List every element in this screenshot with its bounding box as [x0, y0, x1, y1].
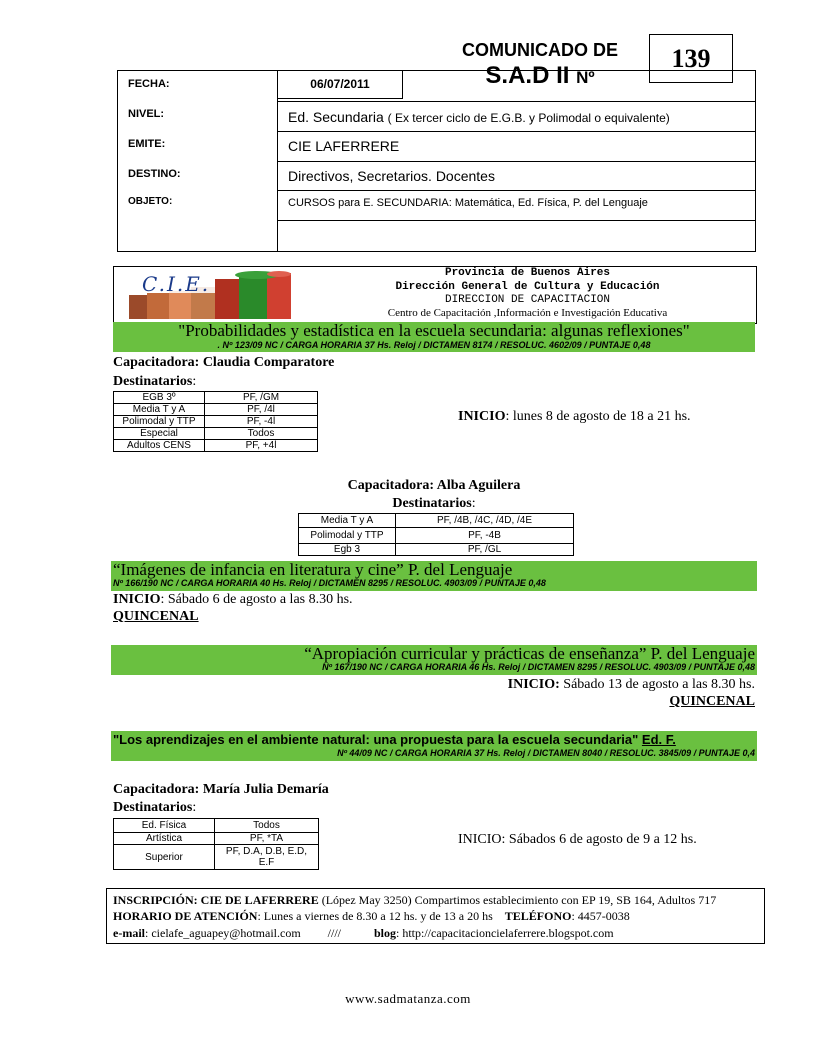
cell: PF, D.A, D.B, E.D, E.F [215, 845, 319, 870]
course3-title: “Apropiación curricular y prácticas de enseñanza” P. del Lenguaje [304, 644, 755, 663]
nivel-value [278, 101, 755, 132]
email-text[interactable]: : cielafe_aguapey@hotmail.com [145, 926, 301, 940]
cell: Ed. Física [114, 819, 215, 833]
course4-sub: Nº 44/09 NC / CARGA HORARIA 37 Hs. Reloj / DICTAMEN 8040 / RESOLUC. 3845/09 / PUNTAJE 0,4 [337, 748, 755, 758]
title-no: Nº [576, 68, 595, 87]
table-row [114, 819, 319, 833]
course4-inicio: INICIO: Sábados 6 de agosto de 9 a 12 hs. [458, 832, 697, 847]
course2-quincenal: QUINCENAL [113, 609, 199, 624]
course3-quincenal: QUINCENAL [669, 694, 755, 709]
cell: Polimodal y TTP [299, 528, 396, 544]
dest-label: Destinatarios [392, 496, 472, 511]
cell: PF, /GL [396, 544, 574, 556]
table-row [114, 416, 318, 428]
banner-line4: Centro de Capacitación ,Información e Investigación Educativa [387, 307, 668, 319]
table-row [114, 833, 319, 845]
objeto-value: CURSOS para E. SECUNDARIA: Matemática, Ed. Física, P. del Lenguaje [278, 191, 755, 221]
cell: Superior [114, 845, 215, 870]
inicio-label: INICIO [458, 409, 506, 424]
block2-dest-table [298, 513, 574, 556]
block2-destinatarios: Destinatarios: [392, 496, 476, 511]
nivel-note: ( Ex tercer ciclo de E.G.B. y Polimodal o equivalente) [387, 111, 670, 125]
inscripcion-label: INSCRIPCIÓN: CIE DE LAFERRERE [113, 893, 319, 907]
cell: Todos [205, 428, 318, 440]
block2-capacitadora: Capacitadora: Alba Aguilera [347, 478, 521, 493]
site-url[interactable]: www.sadmatanza.com [345, 991, 471, 1006]
table-row [299, 514, 574, 528]
banner-line2: Dirección General de Cultura y Educación [395, 281, 660, 293]
telefono-text: : 4457-0038 [571, 909, 630, 923]
horario-line [113, 909, 630, 924]
inicio-text: Sábado 13 de agosto a las 8.30 hs. [559, 677, 755, 692]
inicio-label: INICIO [113, 592, 161, 607]
table-row [114, 845, 319, 870]
fecha-value: 06/07/2011 [277, 70, 403, 99]
destino-label: DESTINO: [128, 168, 181, 180]
blog-label: blog [374, 926, 397, 940]
separator: //// [327, 926, 341, 940]
cell: Polimodal y TTP [114, 416, 205, 428]
cell: Media T y A [114, 404, 205, 416]
destino-value: Directivos, Secretarios. Docentes [278, 162, 755, 191]
cell: Especial [114, 428, 205, 440]
title-sad: S.A.D II [485, 62, 570, 89]
course4-title-text: "Los aprendizajes en el ambiente natural: una propuesta para la escuela secundaria" [113, 732, 639, 747]
banner-line3: DIRECCION DE CAPACITACION [444, 294, 611, 306]
table-row [114, 428, 318, 440]
email-label: e-mail [113, 926, 145, 940]
table-row [114, 392, 318, 404]
cell: PF, /GM [205, 392, 318, 404]
telefono-label: TELÉFONO [504, 909, 572, 923]
course2-sub: Nº 166/190 NC / CARGA HORARIA 40 Hs. Reloj / DICTAMEN 8295 / RESOLUC. 4903/09 / PUNTAJE 0,48 [113, 578, 546, 588]
label-column [118, 71, 278, 251]
inscripcion-line [113, 893, 716, 908]
dest-label: Destinatarios [113, 800, 193, 815]
cell: Adultos CENS [114, 440, 205, 452]
course4-title-tag: Ed. F. [641, 732, 676, 747]
course2-inicio [113, 592, 353, 608]
inicio-text: : Sábado 6 de agosto a las 8.30 hs. [160, 592, 353, 607]
fecha-label: FECHA: [128, 78, 170, 90]
dest-label: Destinatarios [113, 374, 193, 389]
cell: PF, -4B [396, 528, 574, 544]
course1-dest-table [113, 391, 318, 452]
cell: PF, *TA [215, 833, 319, 845]
table-row [114, 404, 318, 416]
cell: Media T y A [299, 514, 396, 528]
cell: Artística [114, 833, 215, 845]
inicio-text: : lunes 8 de agosto de 18 a 21 hs. [505, 409, 691, 424]
cell: Egb 3 [299, 544, 396, 556]
horario-label: HORARIO DE ATENCIÓN [113, 909, 258, 923]
course1-title: "Probabilidades y estadística en la escuela secundaria: algunas reflexiones" [178, 321, 690, 340]
contact-box [106, 888, 765, 944]
course2-title: “Imágenes de infancia en literatura y cine” P. del Lenguaje [113, 560, 513, 579]
logo-text: C.I.E. [142, 272, 211, 296]
inicio-label: INICIO: [507, 677, 560, 692]
cell: PF, /4B, /4C, /4D, /4E [396, 514, 574, 528]
cell: PF, -4l [205, 416, 318, 428]
objeto-label: OBJETO: [128, 196, 173, 207]
course3-sub: Nº 167/190 NC / CARGA HORARIA 46 Hs. Reloj / DICTAMEN 8295 / RESOLUC. 4903/09 / PUNTAJE 0,48 [322, 662, 755, 672]
info-table [117, 70, 756, 252]
course4-title [113, 732, 676, 747]
cell: PF, +4l [205, 440, 318, 452]
emite-value: CIE LAFERRERE [278, 132, 755, 162]
cell: EGB 3º [114, 392, 205, 404]
blog-link[interactable]: : http://capacitacioncielaferrere.blogspot.com [396, 926, 614, 940]
inscripcion-text: (López May 3250) Compartimos establecimiento con EP 19, SB 164, Adultos 717 [318, 893, 717, 907]
table-row [299, 544, 574, 556]
cell: PF, /4l [205, 404, 318, 416]
course1-capacitadora: Capacitadora: Claudia Comparatore [113, 355, 335, 370]
nivel-main: Ed. Secundaria [288, 109, 384, 125]
course1-destinatarios: Destinatarios: [113, 374, 197, 389]
cell: Todos [215, 819, 319, 833]
communique-number: 139 [649, 34, 733, 83]
table-row [114, 440, 318, 452]
course3-inicio [111, 677, 755, 693]
horario-text: : Lunes a viernes de 8.30 a 12 hs. y de 13 a 20 hs [257, 909, 493, 923]
course4-destinatarios: Destinatarios: [113, 800, 197, 815]
emite-label: EMITE: [128, 138, 166, 150]
course4-dest-table [113, 818, 319, 870]
course1-sub: . Nº 123/09 NC / CARGA HORARIA 37 Hs. Reloj / DICTAMEN 8174 / RESOLUC. 4602/09 / PUNTAJE 0,48 [217, 340, 651, 350]
table-row [299, 528, 574, 544]
banner-line1: Provincia de Buenos Aires [444, 267, 611, 279]
title-line1: COMUNICADO DE [462, 40, 618, 60]
course1-inicio [458, 409, 691, 425]
course4-capacitadora: Capacitadora: María Julia Demaría [113, 782, 329, 797]
nivel-label: NIVEL: [128, 108, 165, 120]
email-line [113, 926, 614, 941]
